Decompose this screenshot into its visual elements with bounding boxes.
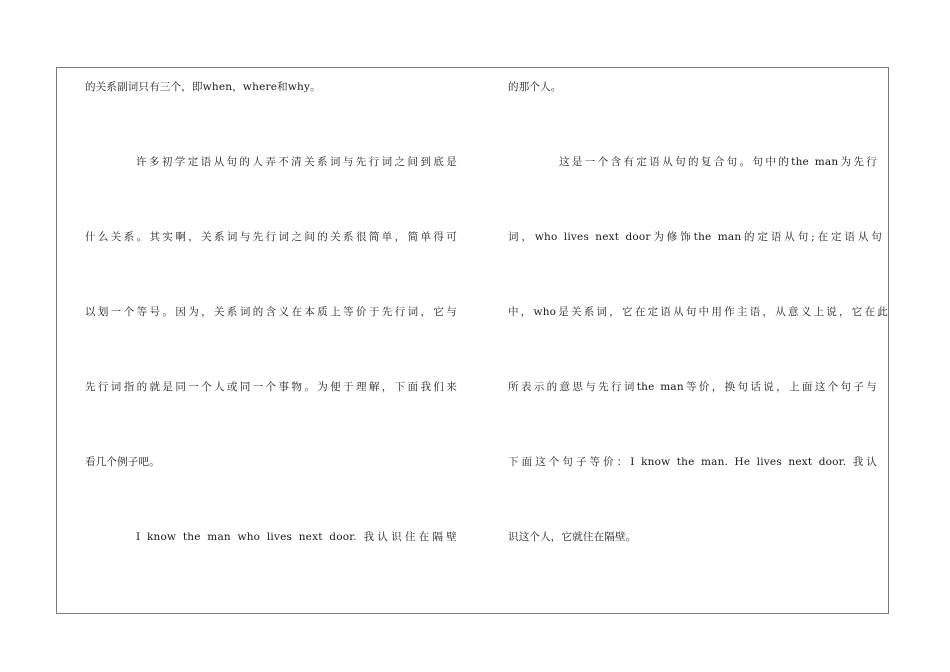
text-line-right-5: 所表示的意思与先行词the man等价，换句话说，上面这个句子与 [508,381,877,393]
text-line-left-4: 以划一个等号。因为，关系词的含义在本质上等价于先行词，它与 [85,306,457,318]
text-line-right-2: 这是一个含有定语从句的复合句。句中的the man为先行 [559,156,877,168]
text-line-left-3: 什么关系。其实啊，关系词与先行词之间的关系很简单，简单得可 [85,231,457,243]
text-line-left-5: 先行词指的就是同一个人或同一个事物。为便于理解，下面我们来 [85,381,457,393]
text-line-left-6: 看几个例子吧。 [85,456,160,468]
text-line-right-6: 下面这个句子等价：I know the man. He lives next door. 我认 [508,456,877,468]
text-line-right-3: 词，who lives next door为修饰the man的定语从句;在定语从句 [508,231,882,243]
text-line-left-7: I know the man who lives next door. 我认识住在隔壁 [136,531,457,543]
text-line-left-1: 的关系副词只有三个，即when，where和why。 [85,81,321,93]
text-line-right-4: 中，who是关系词，它在定语从句中用作主语，从意义上说，它在此 [508,306,888,318]
text-line-right-1: 的那个人。 [508,81,562,93]
text-line-left-2: 许多初学定语从句的人弄不清关系词与先行词之间到底是 [136,156,457,168]
text-line-right-7: 识这个人，它就住在隔壁。 [508,531,637,543]
